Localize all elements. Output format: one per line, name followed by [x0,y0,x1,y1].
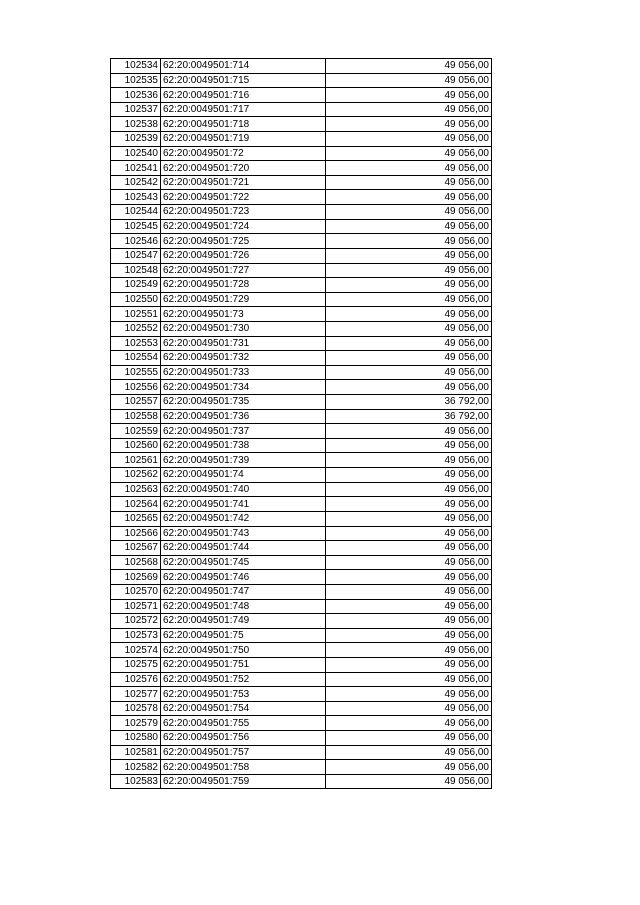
record-number-cell: 102546 [111,234,161,249]
cadastral-value-cell: 49 056,00 [326,745,492,760]
cadastral-value-cell: 49 056,00 [326,468,492,483]
cadastral-value-cell: 49 056,00 [326,234,492,249]
table-row [111,380,492,395]
cadastral-value-cell: 49 056,00 [326,731,492,746]
record-number-cell: 102557 [111,395,161,410]
table-row [111,760,492,775]
cadastral-number-cell: 62:20:0049501:759 [161,774,326,789]
table-row [111,321,492,336]
record-number-cell: 102577 [111,687,161,702]
record-number-cell: 102549 [111,278,161,293]
record-number-cell: 102565 [111,511,161,526]
cadastral-number-cell: 62:20:0049501:756 [161,731,326,746]
cadastral-value-cell: 49 056,00 [326,292,492,307]
record-number-cell: 102535 [111,73,161,88]
record-number-cell: 102562 [111,468,161,483]
record-number-cell: 102580 [111,731,161,746]
record-number-cell: 102583 [111,774,161,789]
cadastral-number-cell: 62:20:0049501:738 [161,438,326,453]
table-row [111,88,492,103]
table-row [111,745,492,760]
record-number-cell: 102544 [111,205,161,220]
record-number-cell: 102566 [111,526,161,541]
cadastral-number-cell: 62:20:0049501:744 [161,541,326,556]
cadastral-number-cell: 62:20:0049501:732 [161,351,326,366]
cadastral-value-cell: 49 056,00 [326,365,492,380]
record-number-cell: 102572 [111,614,161,629]
cadastral-number-cell: 62:20:0049501:736 [161,409,326,424]
cadastral-value-cell: 49 056,00 [326,643,492,658]
cadastral-number-cell: 62:20:0049501:740 [161,482,326,497]
cadastral-value-cell: 49 056,00 [326,146,492,161]
cadastral-number-cell: 62:20:0049501:72 [161,146,326,161]
table-row [111,555,492,570]
cadastral-number-cell: 62:20:0049501:731 [161,336,326,351]
table-row [111,614,492,629]
table-row [111,497,492,512]
cadastral-number-cell: 62:20:0049501:755 [161,716,326,731]
cadastral-value-cell: 49 056,00 [326,774,492,789]
cadastral-number-cell: 62:20:0049501:716 [161,88,326,103]
cadastral-value-cell: 49 056,00 [326,117,492,132]
cadastral-value-cell: 49 056,00 [326,438,492,453]
table-row [111,424,492,439]
record-number-cell: 102555 [111,365,161,380]
table-row [111,102,492,117]
record-number-cell: 102581 [111,745,161,760]
table-row [111,132,492,147]
record-number-cell: 102574 [111,643,161,658]
cadastral-value-cell: 49 056,00 [326,628,492,643]
table-row [111,263,492,278]
cadastral-value-cell: 49 056,00 [326,321,492,336]
cadastral-number-cell: 62:20:0049501:757 [161,745,326,760]
record-number-cell: 102536 [111,88,161,103]
cadastral-number-cell: 62:20:0049501:721 [161,175,326,190]
cadastral-value-cell: 36 792,00 [326,395,492,410]
cadastral-number-cell: 62:20:0049501:719 [161,132,326,147]
cadastral-number-cell: 62:20:0049501:752 [161,672,326,687]
table-row [111,511,492,526]
cadastral-value-cell: 49 056,00 [326,190,492,205]
cadastral-value-cell: 49 056,00 [326,526,492,541]
record-number-cell: 102547 [111,248,161,263]
table-row [111,409,492,424]
table-row [111,716,492,731]
table-row [111,117,492,132]
table-row [111,175,492,190]
cadastral-value-cell: 49 056,00 [326,614,492,629]
cadastral-number-cell: 62:20:0049501:726 [161,248,326,263]
cadastral-number-cell: 62:20:0049501:753 [161,687,326,702]
cadastral-number-cell: 62:20:0049501:73 [161,307,326,322]
table-row [111,687,492,702]
record-number-cell: 102548 [111,263,161,278]
table-row [111,672,492,687]
cadastral-number-cell: 62:20:0049501:717 [161,102,326,117]
table-row [111,278,492,293]
cadastral-number-cell: 62:20:0049501:747 [161,584,326,599]
cadastral-number-cell: 62:20:0049501:722 [161,190,326,205]
cadastral-value-cell: 36 792,00 [326,409,492,424]
table-row [111,146,492,161]
cadastral-value-cell: 49 056,00 [326,424,492,439]
cadastral-number-cell: 62:20:0049501:74 [161,468,326,483]
record-number-cell: 102561 [111,453,161,468]
record-number-cell: 102560 [111,438,161,453]
record-number-cell: 102558 [111,409,161,424]
table-row [111,453,492,468]
record-number-cell: 102575 [111,657,161,672]
table-row [111,307,492,322]
cadastral-value-cell: 49 056,00 [326,307,492,322]
cadastral-value-cell: 49 056,00 [326,351,492,366]
cadastral-number-cell: 62:20:0049501:715 [161,73,326,88]
table-row [111,526,492,541]
cadastral-number-cell: 62:20:0049501:750 [161,643,326,658]
cadastral-value-cell: 49 056,00 [326,541,492,556]
table-row [111,205,492,220]
cadastral-number-cell: 62:20:0049501:742 [161,511,326,526]
cadastral-value-cell: 49 056,00 [326,453,492,468]
record-number-cell: 102563 [111,482,161,497]
cadastral-number-cell: 62:20:0049501:727 [161,263,326,278]
cadastral-number-cell: 62:20:0049501:718 [161,117,326,132]
cadastral-value-cell: 49 056,00 [326,672,492,687]
cadastral-number-cell: 62:20:0049501:754 [161,701,326,716]
cadastral-value-cell: 49 056,00 [326,380,492,395]
cadastral-value-cell: 49 056,00 [326,205,492,220]
table-row [111,234,492,249]
table-row [111,395,492,410]
cadastral-value-cell: 49 056,00 [326,161,492,176]
record-number-cell: 102543 [111,190,161,205]
record-number-cell: 102551 [111,307,161,322]
cadastral-number-cell: 62:20:0049501:749 [161,614,326,629]
record-number-cell: 102556 [111,380,161,395]
cadastral-number-cell: 62:20:0049501:737 [161,424,326,439]
table-row [111,731,492,746]
cadastral-value-cell: 49 056,00 [326,102,492,117]
cadastral-value-cell: 49 056,00 [326,248,492,263]
table-row [111,628,492,643]
cadastral-number-cell: 62:20:0049501:733 [161,365,326,380]
table-row [111,774,492,789]
record-number-cell: 102539 [111,132,161,147]
cadastral-value-cell: 49 056,00 [326,599,492,614]
cadastral-number-cell: 62:20:0049501:758 [161,760,326,775]
cadastral-number-cell: 62:20:0049501:714 [161,59,326,74]
record-number-cell: 102559 [111,424,161,439]
table-row [111,570,492,585]
cadastral-value-cell: 49 056,00 [326,701,492,716]
cadastral-number-cell: 62:20:0049501:739 [161,453,326,468]
cadastral-number-cell: 62:20:0049501:729 [161,292,326,307]
cadastral-number-cell: 62:20:0049501:75 [161,628,326,643]
cadastral-number-cell: 62:20:0049501:741 [161,497,326,512]
record-number-cell: 102542 [111,175,161,190]
cadastral-value-cell: 49 056,00 [326,175,492,190]
record-number-cell: 102567 [111,541,161,556]
cadastral-value-cell: 49 056,00 [326,73,492,88]
cadastral-value-cell: 49 056,00 [326,657,492,672]
cadastral-number-cell: 62:20:0049501:748 [161,599,326,614]
record-number-cell: 102552 [111,321,161,336]
cadastral-number-cell: 62:20:0049501:728 [161,278,326,293]
record-number-cell: 102582 [111,760,161,775]
cadastral-value-cell: 49 056,00 [326,336,492,351]
record-number-cell: 102564 [111,497,161,512]
cadastral-number-cell: 62:20:0049501:734 [161,380,326,395]
cadastral-value-cell: 49 056,00 [326,687,492,702]
cadastral-value-cell: 49 056,00 [326,760,492,775]
table-row [111,73,492,88]
table-row [111,59,492,74]
table-row [111,468,492,483]
cadastral-value-cell: 49 056,00 [326,511,492,526]
cadastral-number-cell: 62:20:0049501:724 [161,219,326,234]
record-number-cell: 102576 [111,672,161,687]
table-row [111,701,492,716]
table-row [111,438,492,453]
cadastral-value-cell: 49 056,00 [326,278,492,293]
table-row [111,248,492,263]
table-row [111,541,492,556]
cadastral-value-cell: 49 056,00 [326,584,492,599]
cadastral-number-cell: 62:20:0049501:751 [161,657,326,672]
record-number-cell: 102541 [111,161,161,176]
record-number-cell: 102545 [111,219,161,234]
record-number-cell: 102568 [111,555,161,570]
cadastral-value-cell: 49 056,00 [326,570,492,585]
record-number-cell: 102553 [111,336,161,351]
cadastral-number-cell: 62:20:0049501:735 [161,395,326,410]
cadastral-value-table [110,58,492,789]
record-number-cell: 102573 [111,628,161,643]
record-number-cell: 102550 [111,292,161,307]
cadastral-value-cell: 49 056,00 [326,482,492,497]
record-number-cell: 102579 [111,716,161,731]
table-row [111,351,492,366]
cadastral-value-cell: 49 056,00 [326,59,492,74]
table-row [111,643,492,658]
cadastral-value-cell: 49 056,00 [326,263,492,278]
record-number-cell: 102569 [111,570,161,585]
cadastral-number-cell: 62:20:0049501:745 [161,555,326,570]
table-row [111,161,492,176]
cadastral-number-cell: 62:20:0049501:725 [161,234,326,249]
table-row [111,336,492,351]
cadastral-value-cell: 49 056,00 [326,88,492,103]
table-row [111,584,492,599]
cadastral-number-cell: 62:20:0049501:743 [161,526,326,541]
record-number-cell: 102538 [111,117,161,132]
record-number-cell: 102537 [111,102,161,117]
cadastral-number-cell: 62:20:0049501:730 [161,321,326,336]
record-number-cell: 102540 [111,146,161,161]
record-number-cell: 102534 [111,59,161,74]
cadastral-number-cell: 62:20:0049501:746 [161,570,326,585]
record-number-cell: 102570 [111,584,161,599]
table-row [111,482,492,497]
cadastral-value-cell: 49 056,00 [326,497,492,512]
cadastral-number-cell: 62:20:0049501:723 [161,205,326,220]
table-row [111,190,492,205]
cadastral-value-cell: 49 056,00 [326,132,492,147]
table-row [111,657,492,672]
record-number-cell: 102578 [111,701,161,716]
cadastral-number-cell: 62:20:0049501:720 [161,161,326,176]
table-row [111,292,492,307]
table-row [111,365,492,380]
table-row [111,219,492,234]
table-body [111,59,492,789]
cadastral-value-cell: 49 056,00 [326,219,492,234]
record-number-cell: 102571 [111,599,161,614]
record-number-cell: 102554 [111,351,161,366]
cadastral-value-cell: 49 056,00 [326,716,492,731]
cadastral-value-cell: 49 056,00 [326,555,492,570]
table-row [111,599,492,614]
